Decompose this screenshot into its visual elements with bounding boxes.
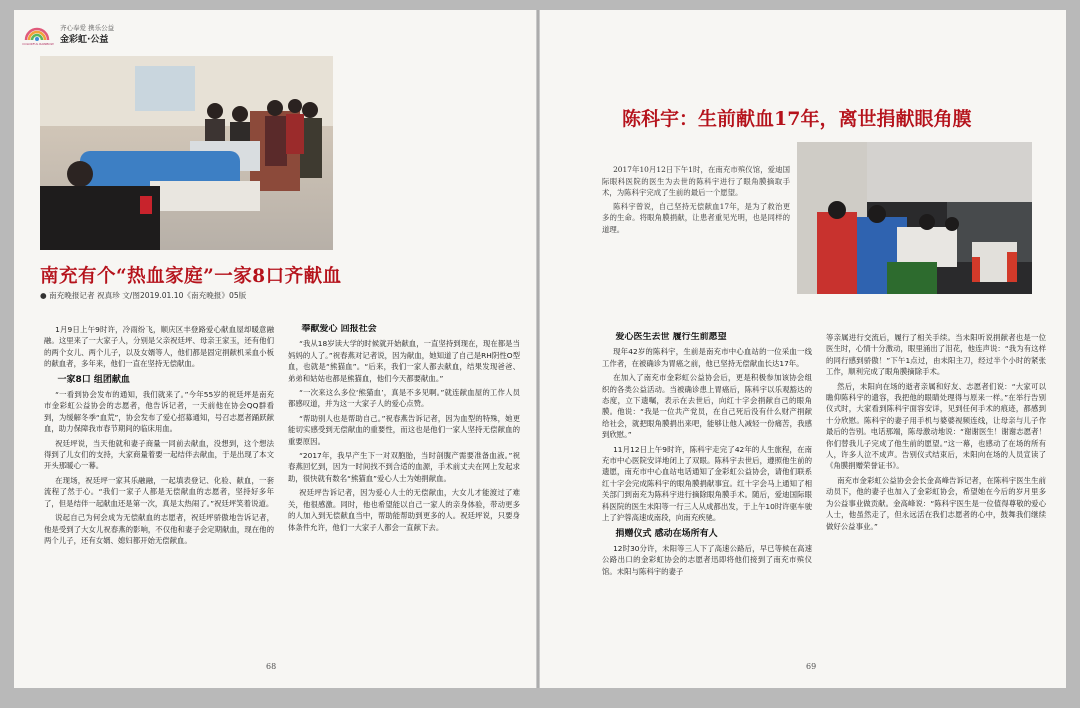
- paragraph: “我从18岁读大学的时候就开始献血，一直坚持到现在，现在都是当妈妈的人了。”祝春燕对记者说，因为献血，她知道了自己是RH阴性O型血，也就是“熊猫血”。“后来，我们一家人都去献血，结果发现爸爸、弟弟和姑姑也都是熊猫血，他们今天都要献血。”: [288, 339, 520, 383]
- right-column-2: [826, 332, 1046, 622]
- paragraph: “一次来这么多位‘熊猫血’，真是不多见啊。”就连献血屋的工作人员都感叹道，并为这一大家子人的爱心点赞。: [288, 388, 520, 409]
- paragraph: 11月12日上午9时许，陈科宇走完了42年的人生旅程，在南充市中心医院安详地闭上了双眼。陈科宇去世后，遵照他生前的遗愿，南充市中心血站电话通知了金彩虹公益协会，请他们联系红十字会完成陈科宇的眼角膜捐献事宜。红十字会马上通知了相关部门到南充为陈科宇进行摘除眼角膜手术。随后，爱迪国际眼科医院的医生未阳等一行三人从成都出发，于上午10时许驱车驶上了沪蓉高速成南段，向南充疾驰。: [602, 444, 812, 523]
- paragraph: 祝廷坪告诉记者，因为爱心人士的无偿献血，大女儿才能渡过了难关，他很感激。同时，他也希望能以自己一家人的亲身体验，带动更多的人加入到无偿献血当中，帮助能帮助到更多的人。祝廷坪说，只要身体条件允许，他们一大家子人都会一直献下去。: [288, 488, 520, 532]
- page-number: 69: [806, 662, 817, 671]
- right-column-1: [602, 332, 812, 622]
- family-donation-photo: [40, 56, 333, 250]
- article-byline: ● 南充晚报记者 祝真珍 文/图2019.01.10《南充晚报》05版: [40, 291, 247, 300]
- brand-name: 金彩虹·公益: [60, 35, 109, 45]
- paragraph: “一看到协会发布的通知，我们就来了。”今年55岁的祝廷坪是南充市金彩虹公益协会的志愿者，他告诉记者，一天前他在协会QQ群看到，为缓解冬季“血荒”，协会发布了爱心招募通知，号召志愿者踊跃献血，助力保障我市春节期间的临床用血。: [44, 390, 274, 434]
- memorial-ceremony-photo: [797, 142, 1032, 294]
- paragraph: 等亲属进行交流后，履行了相关手续。当未阳听说捐献者也是一位医生时，心情十分激动，眼里涌出了泪花，他连声说：“我为有这样的同行感到骄傲！”下午1点过，由未阳主刀，经过半个小时的紧张工作，顺利完成了眼角膜摘除手术。: [826, 333, 1046, 377]
- left-column-2: [288, 324, 520, 624]
- paragraph: “帮助别人也是帮助自己。”祝春燕告诉记者，因为血型的特殊，她更能切实感受到无偿献血的重要性，而这也是他们一家人坚持无偿献血的重要原因。: [288, 413, 520, 446]
- paragraph: 说起自己为何会成为无偿献血的志愿者，祝廷坪骄傲地告诉记者，他是受到了大女儿祝春燕的影响，不仅他和妻子会定期献血，现在他的两个儿子，还有女婿、媳妇都开始无偿献血。: [44, 513, 274, 545]
- paragraph: 然后，未阳向在场的逝者亲属和好友、志愿者们说：“大家可以瞻仰陈科宇的遗容，我把他的眼睛处理得与原来一样。”在举行告别仪式时，大家看到陈科宇面容安详，见到任何手术的痕迹，都感到十分欣慰。陈科宇的妻子用手机与婆婆视频连线，让母亲与儿子作最后的告别。电话那端，陈母激动地说：“谢谢医生！谢谢志愿者！你们替我儿子完成了他生前的愿望。”这一幕，也感动了在场的所有人，许多人泣不成声。告别仪式结束后，未阳向在场的人员宣读了《角膜捐赠荣誉证书》。: [826, 381, 1046, 471]
- section-heading: 捐赠仪式 感动在场所有人: [615, 528, 718, 539]
- paragraph: 12时30分许，未阳等三人下了高速公路后，早已等候在高速公路出口的金彩虹协会的志愿者迅即将他们接到了南充市殡仪馆。未阳与陈科宇的妻子: [602, 543, 812, 576]
- paragraph: 在加入了南充市金彩虹公益协会后，更是积极参加该协会组织的各类公益活动。当被确诊患上胃癌后，陈科宇以乐观豁达的态度，立下遗嘱，表示在去世后，向红十字会捐献自己的眼角膜。他说：“我是一位共产党员，在自己死后没有什么财产捐献给社会，就把眼角膜捐出来吧，能够让他人减轻一份痛苦，我感到欣慰。”: [602, 373, 812, 440]
- article-headline: 陈科宇：生前献血17年，离世捐献眼角膜: [622, 108, 972, 130]
- section-heading: 奉献爱心 回报社会: [301, 324, 377, 334]
- section-heading: 爱心医生去世 履行生前愿望: [615, 332, 727, 342]
- left-page: [14, 10, 536, 688]
- logo-subtext: COLORFUL RAINBOW: [22, 42, 54, 46]
- intro-box: [602, 164, 790, 236]
- paragraph: 南充市金彩虹公益协会会长金高峰告诉记者，在陈科宇医生生前动员下，他的妻子也加入了金彩虹协会，希望她在今后的岁月里多为公益事业做贡献。金高峰说：“陈科宇医生是一位值得尊敬的爱心人士，他虽然走了，但永远活在我们志愿者的心中，鼓舞我们继续做好公益事业。”: [826, 475, 1046, 531]
- brand-slogan: 齐心奉爱 携乐公益: [60, 24, 115, 32]
- paragraph: 在现场，祝廷坪一家其乐融融，一起填表登记、化验、献血，一套流程了然于心。“我们一家子人都是无偿献血的志愿者，坚持好多年了，但是结伴一起献血还是第一次，真是太热闹了。”祝廷坪笑着说道。: [44, 475, 274, 508]
- intro-paragraph: 2017年10月12日下午1时，在南充市殡仪馆，爱迪国际眼科医院的医生为去世的陈科宇进行了眼角膜摘取手术，为陈科宇完成了生前的最后一个愿望。: [602, 165, 790, 198]
- paragraph: “2017年，我早产生下一对双胞胎，当时剖腹产需要准备血液。”祝春燕回忆到，因为一时间找不到合适的血源，手术前丈夫在网上发起求助，很快就有数名“熊猫血”爱心人士为她捐献血。: [288, 451, 520, 483]
- left-column-1: [44, 324, 274, 624]
- page-number: 68: [266, 662, 277, 671]
- paragraph: 1月9日上午9时许，冷雨纷飞，顺庆区丰登路爱心献血屋却暖意融融。这里来了一大家子人，分别是父亲祝廷坪、母亲王家玉，还有他们的两个女儿、两个儿子，以及女婿等人，他们都是固定捐献机采血小板的献血者，多年来，他们一直在坚持无偿献血。: [44, 325, 274, 369]
- paragraph: 祝廷坪说，当天他就和妻子商量一同前去献血，没想到，这个想法得到了儿女们的支持，大家商量着要一起结伴去献血，于是出现了本文开头那暖心一幕。: [44, 438, 274, 471]
- section-heading: 一家8口 组团献血: [57, 374, 130, 385]
- rainbow-logo-icon: [22, 18, 52, 48]
- paragraph: 现年42岁的陈科宇，生前是南充市中心血站的一位采血一线工作者，在被确诊为胃癌之前，他已坚持无偿献血长达17年。: [602, 347, 812, 368]
- intro-paragraph: 陈科宇曾说，自己坚持无偿献血17年，是为了救治更多的生命。将眼角膜捐献，让患者重见光明，也是同样的道理。: [602, 201, 790, 234]
- right-page: [540, 10, 1066, 688]
- article-headline: 南充有个“热血家庭”一家8口齐献血: [40, 266, 342, 287]
